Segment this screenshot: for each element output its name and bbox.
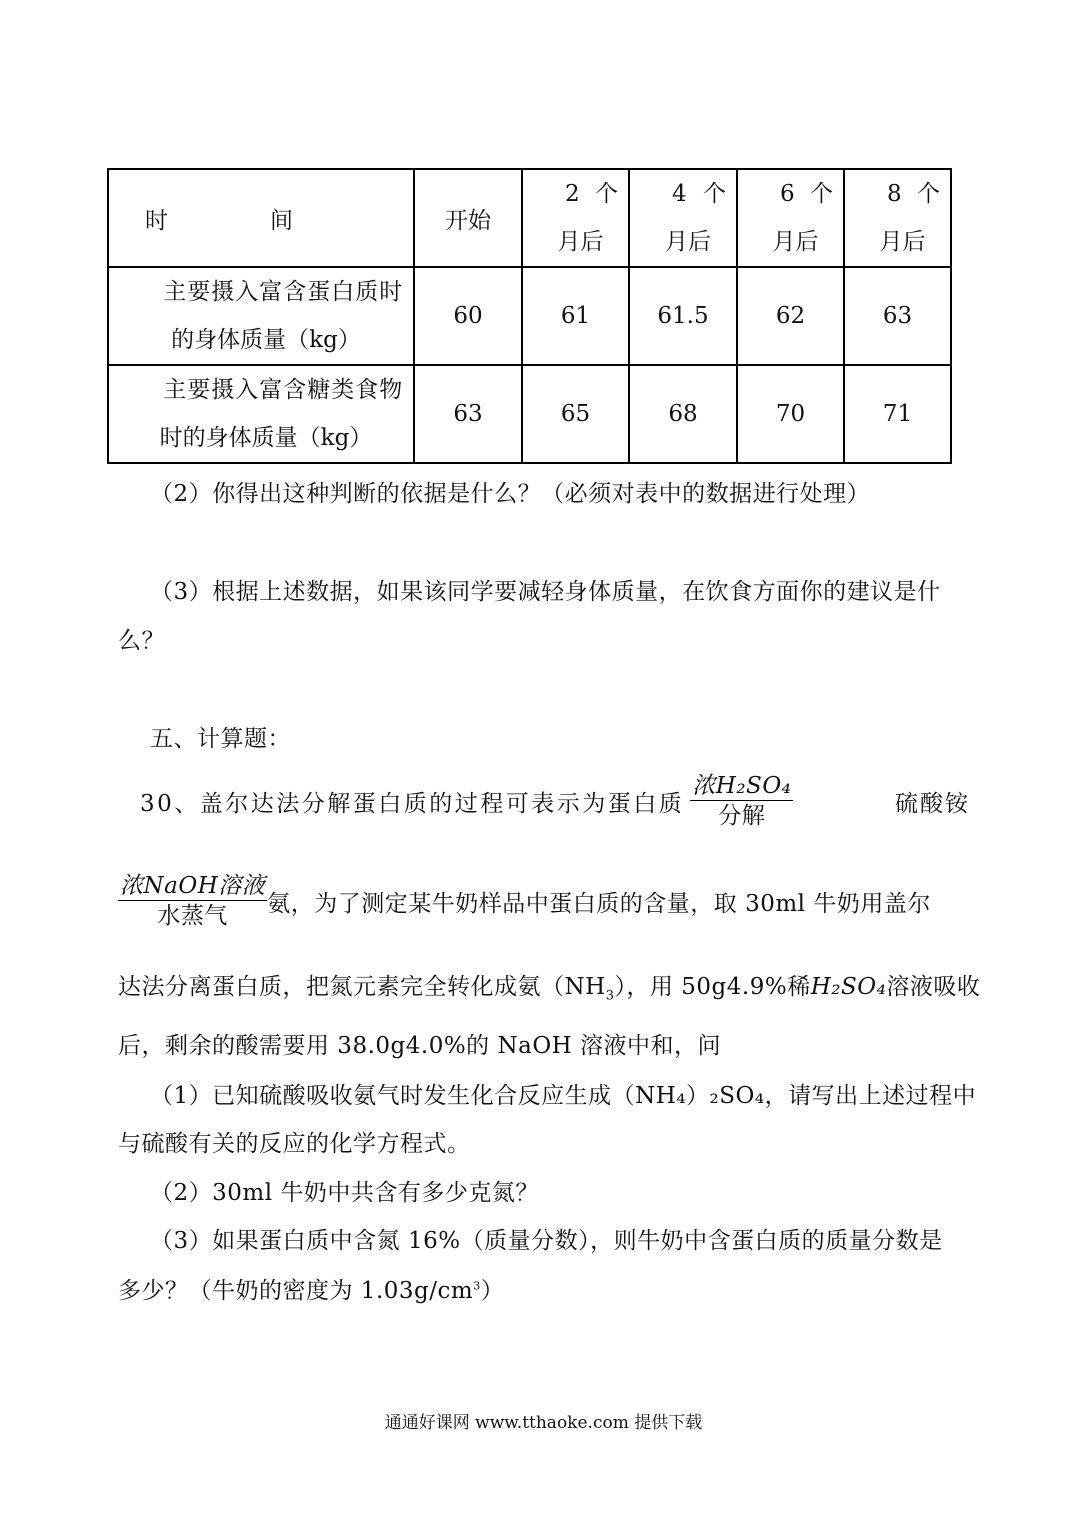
arrow2-top: 浓NaOH溶液 [120, 873, 266, 899]
table-header-row [108, 169, 951, 267]
header-col-8m [844, 169, 951, 267]
table-cell: 60 [414, 267, 522, 365]
sulfuric-acid-formula: H₂SO₄ [810, 974, 887, 1000]
problem-30-line1 [140, 772, 970, 831]
question-3-line1: （3）根据上述数据，如果该同学要减轻身体质量，在饮食方面你的建议是什 [150, 579, 941, 605]
header-num: 2 [565, 181, 580, 207]
row-label-line1: 主要摄入富含蛋白质时 [163, 279, 404, 305]
table-cell: 62 [737, 267, 844, 365]
row-label [108, 267, 414, 365]
table-row-sugar [108, 365, 951, 463]
cubic-sup: 3 [473, 1279, 481, 1293]
reaction-arrow-2 [118, 872, 267, 931]
header-col-2m [522, 169, 629, 267]
section-title: 五、计算题： [150, 726, 291, 752]
table-cell: 70 [737, 365, 844, 463]
header-unit: 个 [917, 181, 940, 207]
table-cell: 68 [629, 365, 737, 463]
table-cell: 65 [522, 365, 629, 463]
header-unit: 个 [810, 181, 833, 207]
problem-30-line2 [118, 872, 931, 931]
header-col-6m [737, 169, 844, 267]
header-num: 6 [780, 181, 795, 207]
subquestion-2: （2）30ml 牛奶中共含有多少克氮？ [150, 1180, 539, 1206]
row-label [108, 365, 414, 463]
line3-sub: 3 [605, 988, 615, 1004]
line3-part-a: 达法分离蛋白质，把氮元素完全转化成氨（NH [118, 974, 606, 1000]
row-label-line2: 的身体质量（kg） [171, 327, 361, 353]
header-col-4m [629, 169, 737, 267]
header-after: 月后 [557, 229, 604, 255]
table-cell: 63 [844, 267, 951, 365]
problem-30-line2-text: 氨，为了测定某牛奶样品中蛋白质的含量，取 30ml 牛奶用盖尔 [267, 891, 931, 917]
row-label-line2: 时的身体质量（kg） [159, 425, 373, 451]
line-part-a: 多少？（牛奶的密度为 1.03g/cm [118, 1278, 474, 1304]
header-time-b: 间 [270, 207, 293, 234]
arrow1-top: 浓H₂SO₄ [692, 773, 792, 799]
row-label-line1: 主要摄入富含糖类食物 [163, 377, 404, 403]
arrow2-bottom: 水蒸气 [157, 903, 228, 929]
line3-part-c: 溶液吸收 [886, 974, 981, 1000]
table-cell: 63 [414, 365, 522, 463]
header-num: 8 [887, 181, 902, 207]
table-row-protein [108, 267, 951, 365]
table-cell: 61 [522, 267, 629, 365]
problem-30-intro: 30、盖尔达法分解蛋白质的过程可表示为蛋白质 [140, 791, 685, 817]
table-cell: 61.5 [629, 267, 737, 365]
header-time-cell [108, 169, 414, 267]
header-num: 4 [672, 181, 687, 207]
line3-part-b: ），用 50g4.9%稀 [614, 974, 811, 1000]
header-unit: 个 [595, 181, 618, 207]
subquestion-1-line2: 与硫酸有关的反应的化学方程式。 [118, 1131, 471, 1157]
problem-30-line4: 后，剩余的酸需要用 38.0g4.0%的 NaOH 溶液中和，问 [118, 1033, 722, 1059]
subquestion-3-line1: （3）如果蛋白质中含氮 16%（质量分数），则牛奶中含蛋白质的质量分数是 [150, 1228, 943, 1254]
footer-credit: 通通好课网 www.tthaoke.com 提供下载 [384, 1413, 703, 1433]
problem-30-line3 [118, 968, 980, 1004]
header-start-cell [414, 169, 522, 267]
line-part-b: ） [480, 1278, 505, 1304]
reaction-arrow-1 [690, 772, 793, 831]
header-after: 月后 [772, 229, 819, 255]
header-start: 开始 [445, 207, 491, 234]
header-after: 月后 [665, 229, 711, 255]
ammonium-sulfate: 硫酸铵 [895, 791, 970, 817]
question-3-line2: 么？ [118, 628, 165, 654]
question-2: （2）你得出这种判断的依据是什么？（必须对表中的数据进行处理） [150, 481, 871, 507]
header-after: 月后 [879, 229, 926, 255]
subquestion-1-line1: （1）已知硫酸吸收氨气时发生化合反应生成（NH₄）₂SO₄，请写出上述过程中 [150, 1083, 977, 1109]
subquestion-3-line2 [118, 1272, 504, 1305]
table-cell: 71 [844, 365, 951, 463]
header-time-a: 时 [145, 207, 168, 234]
weight-table [107, 168, 952, 464]
arrow1-bottom: 分解 [718, 803, 766, 829]
header-unit: 个 [703, 181, 726, 207]
